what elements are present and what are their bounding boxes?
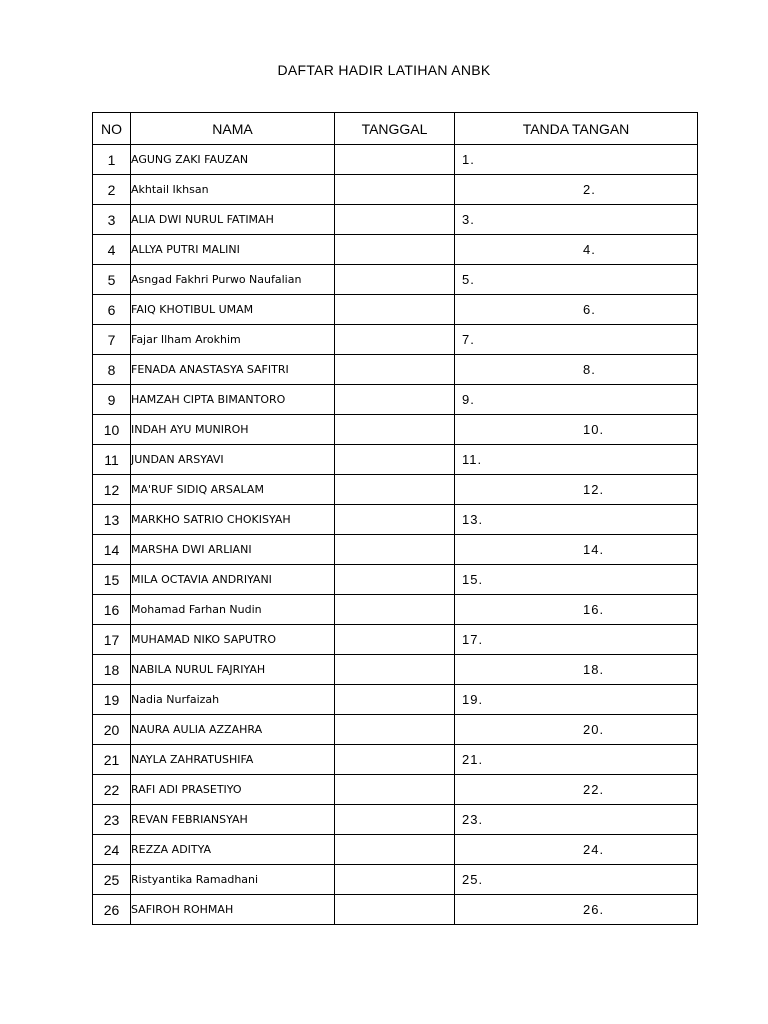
table-row [93,685,698,715]
table-row [93,895,698,925]
student-name: MARSHA DWI ARLIANI [131,535,335,565]
student-name: FENADA ANASTASYA SAFITRI [131,355,335,385]
date-cell [335,535,455,565]
signature-cell: 1. [455,145,698,175]
signature-cell: 21. [455,745,698,775]
table-row [93,145,698,175]
row-number: 1 [93,145,131,175]
table-row [93,535,698,565]
table-row [93,295,698,325]
table-row [93,475,698,505]
table-row [93,655,698,685]
table-row [93,235,698,265]
date-cell [335,835,455,865]
table-row [93,805,698,835]
signature-cell: 18. [455,655,698,685]
signature-cell: 22. [455,775,698,805]
date-cell [335,685,455,715]
date-cell [335,565,455,595]
table-body [93,145,698,925]
date-cell [335,475,455,505]
header-no: NO [93,113,131,145]
row-number: 10 [93,415,131,445]
signature-cell: 16. [455,595,698,625]
row-number: 9 [93,385,131,415]
row-number: 24 [93,835,131,865]
student-name: RAFI ADI PRASETIYO [131,775,335,805]
student-name: REZZA ADITYA [131,835,335,865]
signature-cell: 9. [455,385,698,415]
signature-cell: 19. [455,685,698,715]
date-cell [335,445,455,475]
signature-cell: 14. [455,535,698,565]
student-name: FAIQ KHOTIBUL UMAM [131,295,335,325]
date-cell [335,865,455,895]
date-cell [335,625,455,655]
table-row [93,265,698,295]
row-number: 14 [93,535,131,565]
header-tanda-tangan: TANDA TANGAN [455,113,698,145]
student-name: Fajar Ilham Arokhim [131,325,335,355]
table-row [93,175,698,205]
row-number: 21 [93,745,131,775]
date-cell [335,775,455,805]
student-name: SAFIROH ROHMAH [131,895,335,925]
date-cell [335,295,455,325]
signature-cell: 23. [455,805,698,835]
student-name: AGUNG ZAKI FAUZAN [131,145,335,175]
student-name: Asngad Fakhri Purwo Naufalian [131,265,335,295]
date-cell [335,325,455,355]
signature-cell: 17. [455,625,698,655]
signature-cell: 3. [455,205,698,235]
student-name: INDAH AYU MUNIROH [131,415,335,445]
date-cell [335,805,455,835]
student-name: NABILA NURUL FAJRIYAH [131,655,335,685]
header-nama: NAMA [131,113,335,145]
row-number: 5 [93,265,131,295]
student-name: JUNDAN ARSYAVI [131,445,335,475]
date-cell [335,715,455,745]
student-name: MARKHO SATRIO CHOKISYAH [131,505,335,535]
row-number: 16 [93,595,131,625]
signature-cell: 5. [455,265,698,295]
signature-cell: 13. [455,505,698,535]
row-number: 17 [93,625,131,655]
date-cell [335,655,455,685]
student-name: Nadia Nurfaizah [131,685,335,715]
table-header-row [93,113,698,145]
row-number: 23 [93,805,131,835]
table-row [93,355,698,385]
student-name: REVAN FEBRIANSYAH [131,805,335,835]
table-row [93,385,698,415]
date-cell [335,505,455,535]
date-cell [335,355,455,385]
document-title: DAFTAR HADIR LATIHAN ANBK [277,62,491,78]
date-cell [335,745,455,775]
row-number: 22 [93,775,131,805]
student-name: Ristyantika Ramadhani [131,865,335,895]
student-name: Akhtail Ikhsan [131,175,335,205]
date-cell [335,265,455,295]
row-number: 13 [93,505,131,535]
row-number: 18 [93,655,131,685]
row-number: 11 [93,445,131,475]
row-number: 15 [93,565,131,595]
student-name: MA'RUF SIDIQ ARSALAM [131,475,335,505]
signature-cell: 2. [455,175,698,205]
attendance-table [92,112,698,925]
table-row [93,505,698,535]
row-number: 20 [93,715,131,745]
date-cell [335,385,455,415]
row-number: 8 [93,355,131,385]
table-row [93,445,698,475]
table-row [93,595,698,625]
student-name: ALLYA PUTRI MALINI [131,235,335,265]
date-cell [335,145,455,175]
date-cell [335,175,455,205]
table-row [93,835,698,865]
signature-cell: 26. [455,895,698,925]
signature-cell: 11. [455,445,698,475]
table-row [93,865,698,895]
date-cell [335,595,455,625]
date-cell [335,205,455,235]
signature-cell: 7. [455,325,698,355]
signature-cell: 4. [455,235,698,265]
row-number: 7 [93,325,131,355]
row-number: 26 [93,895,131,925]
row-number: 12 [93,475,131,505]
signature-cell: 24. [455,835,698,865]
signature-cell: 6. [455,295,698,325]
signature-cell: 25. [455,865,698,895]
signature-cell: 20. [455,715,698,745]
table-row [93,415,698,445]
table-row [93,325,698,355]
signature-cell: 12. [455,475,698,505]
student-name: ALIA DWI NURUL FATIMAH [131,205,335,235]
student-name: MILA OCTAVIA ANDRIYANI [131,565,335,595]
signature-cell: 8. [455,355,698,385]
row-number: 19 [93,685,131,715]
student-name: Mohamad Farhan Nudin [131,595,335,625]
row-number: 2 [93,175,131,205]
row-number: 3 [93,205,131,235]
student-name: HAMZAH CIPTA BIMANTORO [131,385,335,415]
student-name: MUHAMAD NIKO SAPUTRO [131,625,335,655]
signature-cell: 15. [455,565,698,595]
table-row [93,775,698,805]
student-name: NAURA AULIA AZZAHRA [131,715,335,745]
table-row [93,745,698,775]
row-number: 4 [93,235,131,265]
date-cell [335,415,455,445]
row-number: 25 [93,865,131,895]
table-row [93,565,698,595]
table-row [93,205,698,235]
header-tanggal: TANGGAL [335,113,455,145]
table-row [93,715,698,745]
row-number: 6 [93,295,131,325]
student-name: NAYLA ZAHRATUSHIFA [131,745,335,775]
date-cell [335,235,455,265]
date-cell [335,895,455,925]
table-row [93,625,698,655]
signature-cell: 10. [455,415,698,445]
